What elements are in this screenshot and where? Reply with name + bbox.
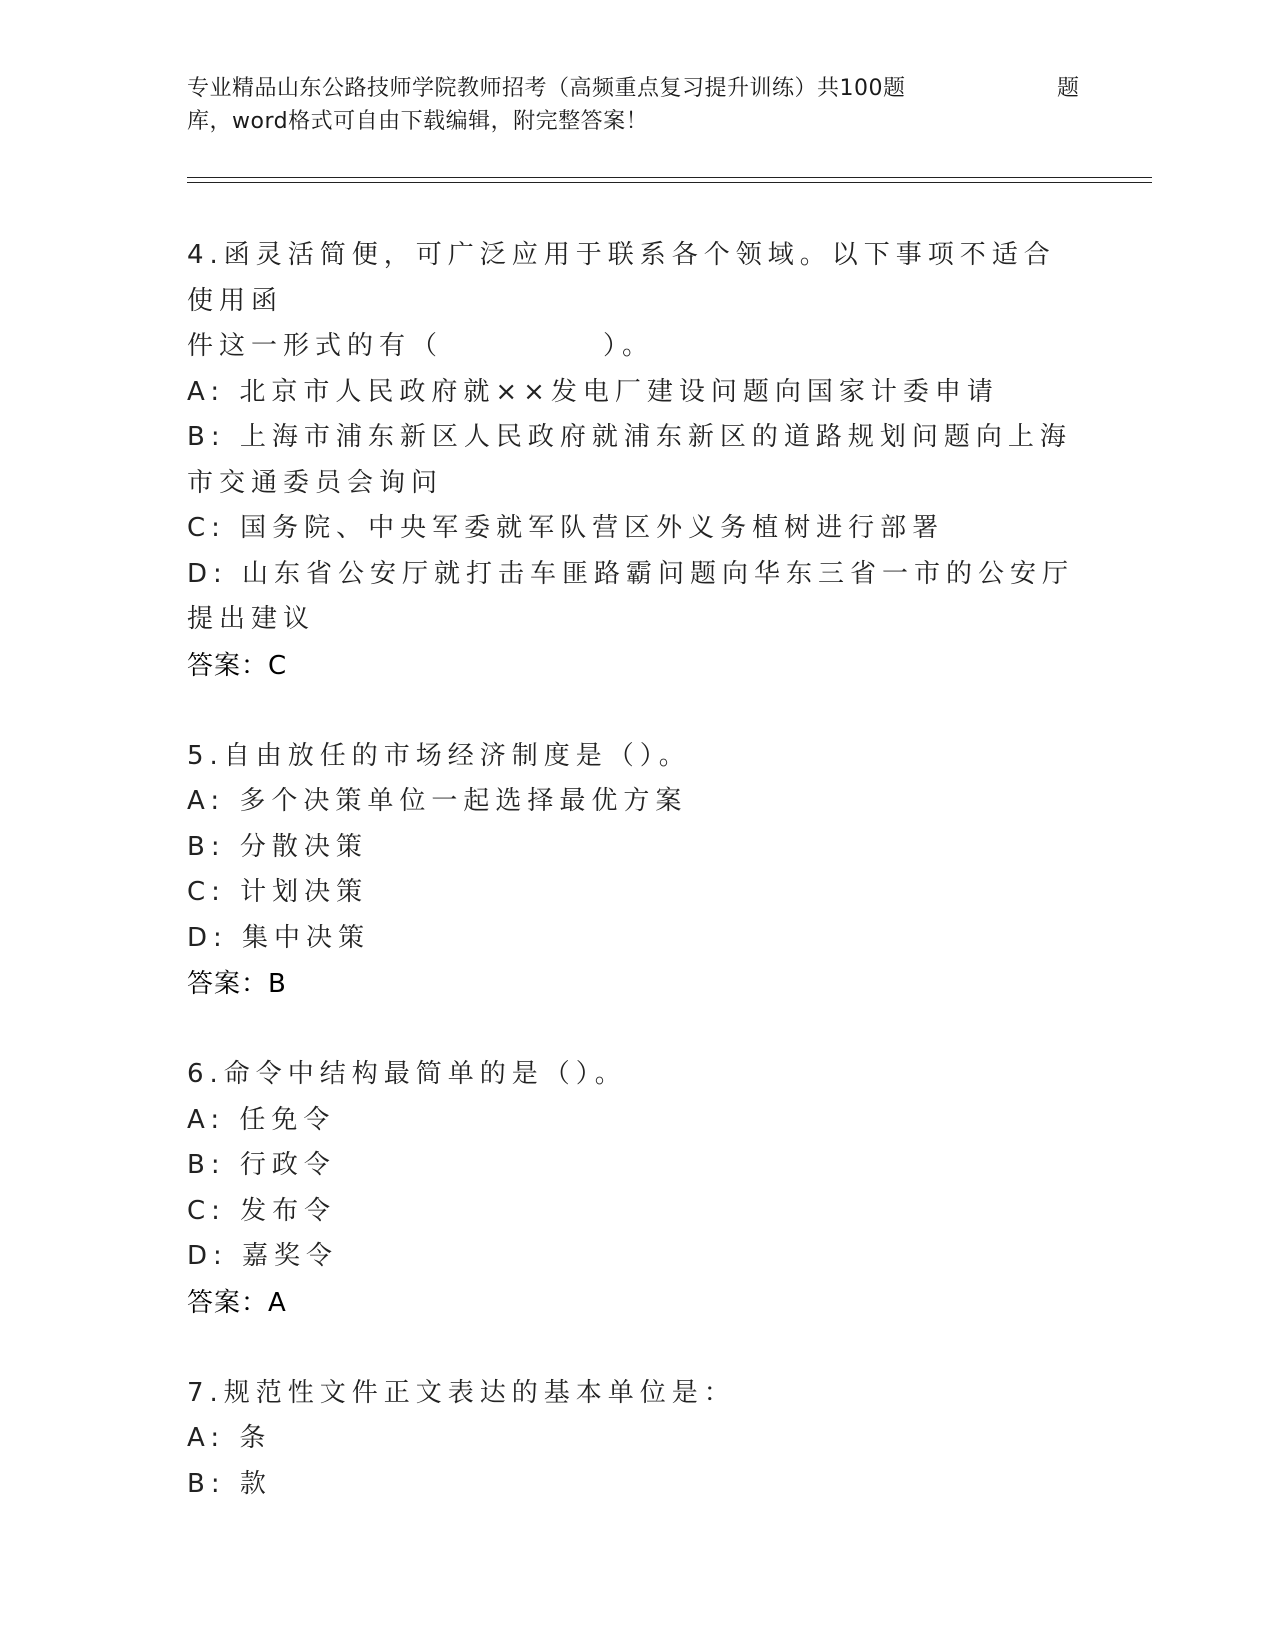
- question-6: [187, 1052, 1087, 1326]
- option-a: A: 多个决策单位一起选择最优方案: [187, 786, 688, 816]
- option-d: D: 山东省公安厅就打击车匪路霸问题向华东三省一市的公安厅提出建议: [187, 558, 1075, 634]
- option-b: B: 款: [187, 1468, 272, 1499]
- option-a: A: 任免令: [187, 1104, 336, 1135]
- question-stem: 7.规范性文件正文表达的基本单位是：: [187, 1377, 736, 1408]
- question-list: [187, 233, 1087, 1552]
- question-7: [187, 1371, 1087, 1508]
- option-c: C: 计划决策: [187, 877, 369, 907]
- header-line-1: [187, 72, 1087, 105]
- header-divider-bottom: [187, 182, 1152, 183]
- document-header: [187, 72, 1087, 138]
- option-b: B: 上海市浦东新区人民政府就浦东新区的道路规划问题向上海市交通委员会询问: [187, 422, 1072, 498]
- question-4: [187, 233, 1087, 689]
- option-d: D: 集中决策: [187, 922, 371, 953]
- question-stem-continued: 件这一形式的有（ ）。: [187, 331, 655, 361]
- answer-line: 答案：A: [187, 1287, 287, 1318]
- header-title-tail: 题: [1057, 76, 1080, 101]
- question-stem: 6.命令中结构最简单的是（）。: [187, 1059, 627, 1089]
- header-title-text: 专业精品山东公路技师学院教师招考（高频重点复习提升训练）共100题: [187, 76, 906, 101]
- option-c: C: 发布令: [187, 1195, 337, 1226]
- question-stem: 4.函灵活简便，可广泛应用于联系各个领域。以下事项不适合使用函: [187, 240, 1056, 316]
- option-a: A: 北京市人民政府就××发电厂建设问题向国家计委申请: [187, 376, 999, 407]
- question-stem: 5.自由放任的市场经济制度是（）。: [187, 740, 691, 771]
- header-line-2: 库，word格式可自由下载编辑，附完整答案！: [187, 109, 649, 134]
- option-b: B: 分散决策: [187, 831, 368, 862]
- option-a: A: 条: [187, 1423, 272, 1453]
- option-d: D: 嘉奖令: [187, 1241, 339, 1271]
- answer-line: 答案：B: [187, 969, 287, 999]
- option-b: B: 行政令: [187, 1150, 336, 1180]
- header-divider-top: [187, 177, 1152, 178]
- answer-line: 答案：C: [187, 650, 288, 681]
- question-5: [187, 734, 1087, 1008]
- option-c: C: 国务院、中央军委就军队营区外义务植树进行部署: [187, 513, 945, 543]
